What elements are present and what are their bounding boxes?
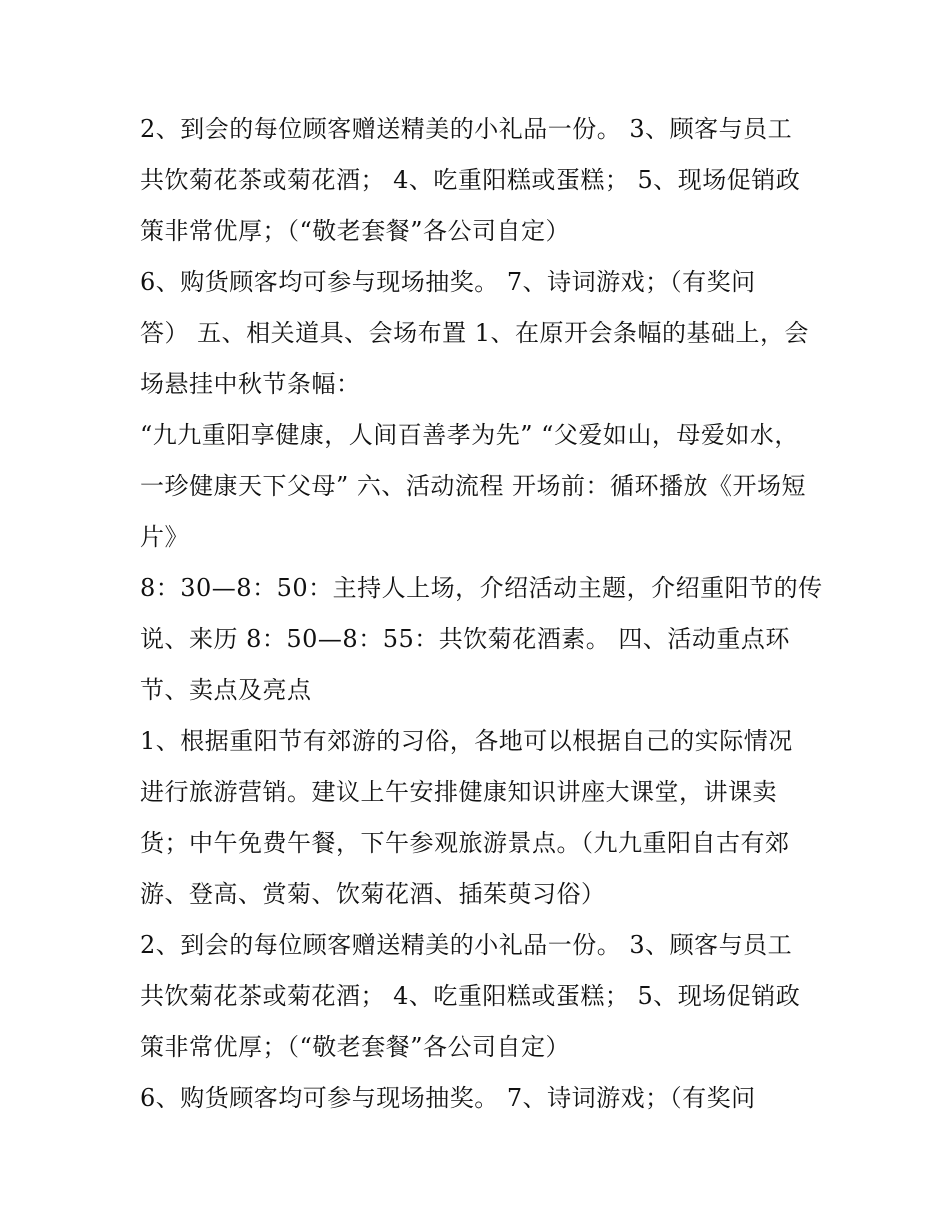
text-line: 共饮菊花茶或菊花酒； 4、吃重阳糕或蛋糕； 5、现场促销政 — [140, 166, 801, 194]
text-line: 6、购货顾客均可参与现场抽奖。 7、诗词游戏；（有奖问 — [140, 1084, 756, 1112]
text-line: 片》 — [140, 523, 189, 551]
text-line: 游、登高、赏菊、饮菊花酒、插茱萸习俗） — [140, 880, 606, 908]
text-line: 场悬挂中秋节条幅： — [140, 370, 361, 398]
text-line: 节、卖点及亮点 — [140, 676, 312, 704]
document-body — [140, 104, 830, 1124]
text-line: 答） 五、相关道具、会场布置 1、在原开会条幅的基础上，会 — [140, 319, 810, 347]
text-line: 2、到会的每位顾客赠送精美的小礼品一份。 3、顾客与员工 — [140, 115, 793, 143]
text-line: 8：30—8：50：主持人上场，介绍活动主题，介绍重阳节的传 — [140, 574, 823, 602]
text-line: 1、根据重阳节有郊游的习俗，各地可以根据自己的实际情况 — [140, 727, 793, 755]
text-line: 策非常优厚；（“敬老套餐”各公司自定） — [140, 217, 571, 245]
text-line: 6、购货顾客均可参与现场抽奖。 7、诗词游戏；（有奖问 — [140, 268, 756, 296]
text-line: 货；中午免费午餐，下午参观旅游景点。（九九重阳自古有郊 — [140, 829, 790, 857]
text-line: 共饮菊花茶或菊花酒； 4、吃重阳糕或蛋糕； 5、现场促销政 — [140, 982, 801, 1010]
text-line: 一珍健康天下父母” 六、活动流程 开场前：循环播放《开场短 — [140, 472, 807, 500]
text-line: 2、到会的每位顾客赠送精美的小礼品一份。 3、顾客与员工 — [140, 931, 793, 959]
text-line: 进行旅游营销。建议上午安排健康知识讲座大课堂，讲课卖 — [140, 778, 777, 806]
text-line: 说、来历 8：50—8：55：共饮菊花酒素。 四、活动重点环 — [140, 625, 790, 653]
text-line: 策非常优厚；（“敬老套餐”各公司自定） — [140, 1033, 571, 1061]
text-line: “九九重阳享健康，人间百善孝为先” “父爱如山，母爱如水， — [140, 421, 799, 449]
